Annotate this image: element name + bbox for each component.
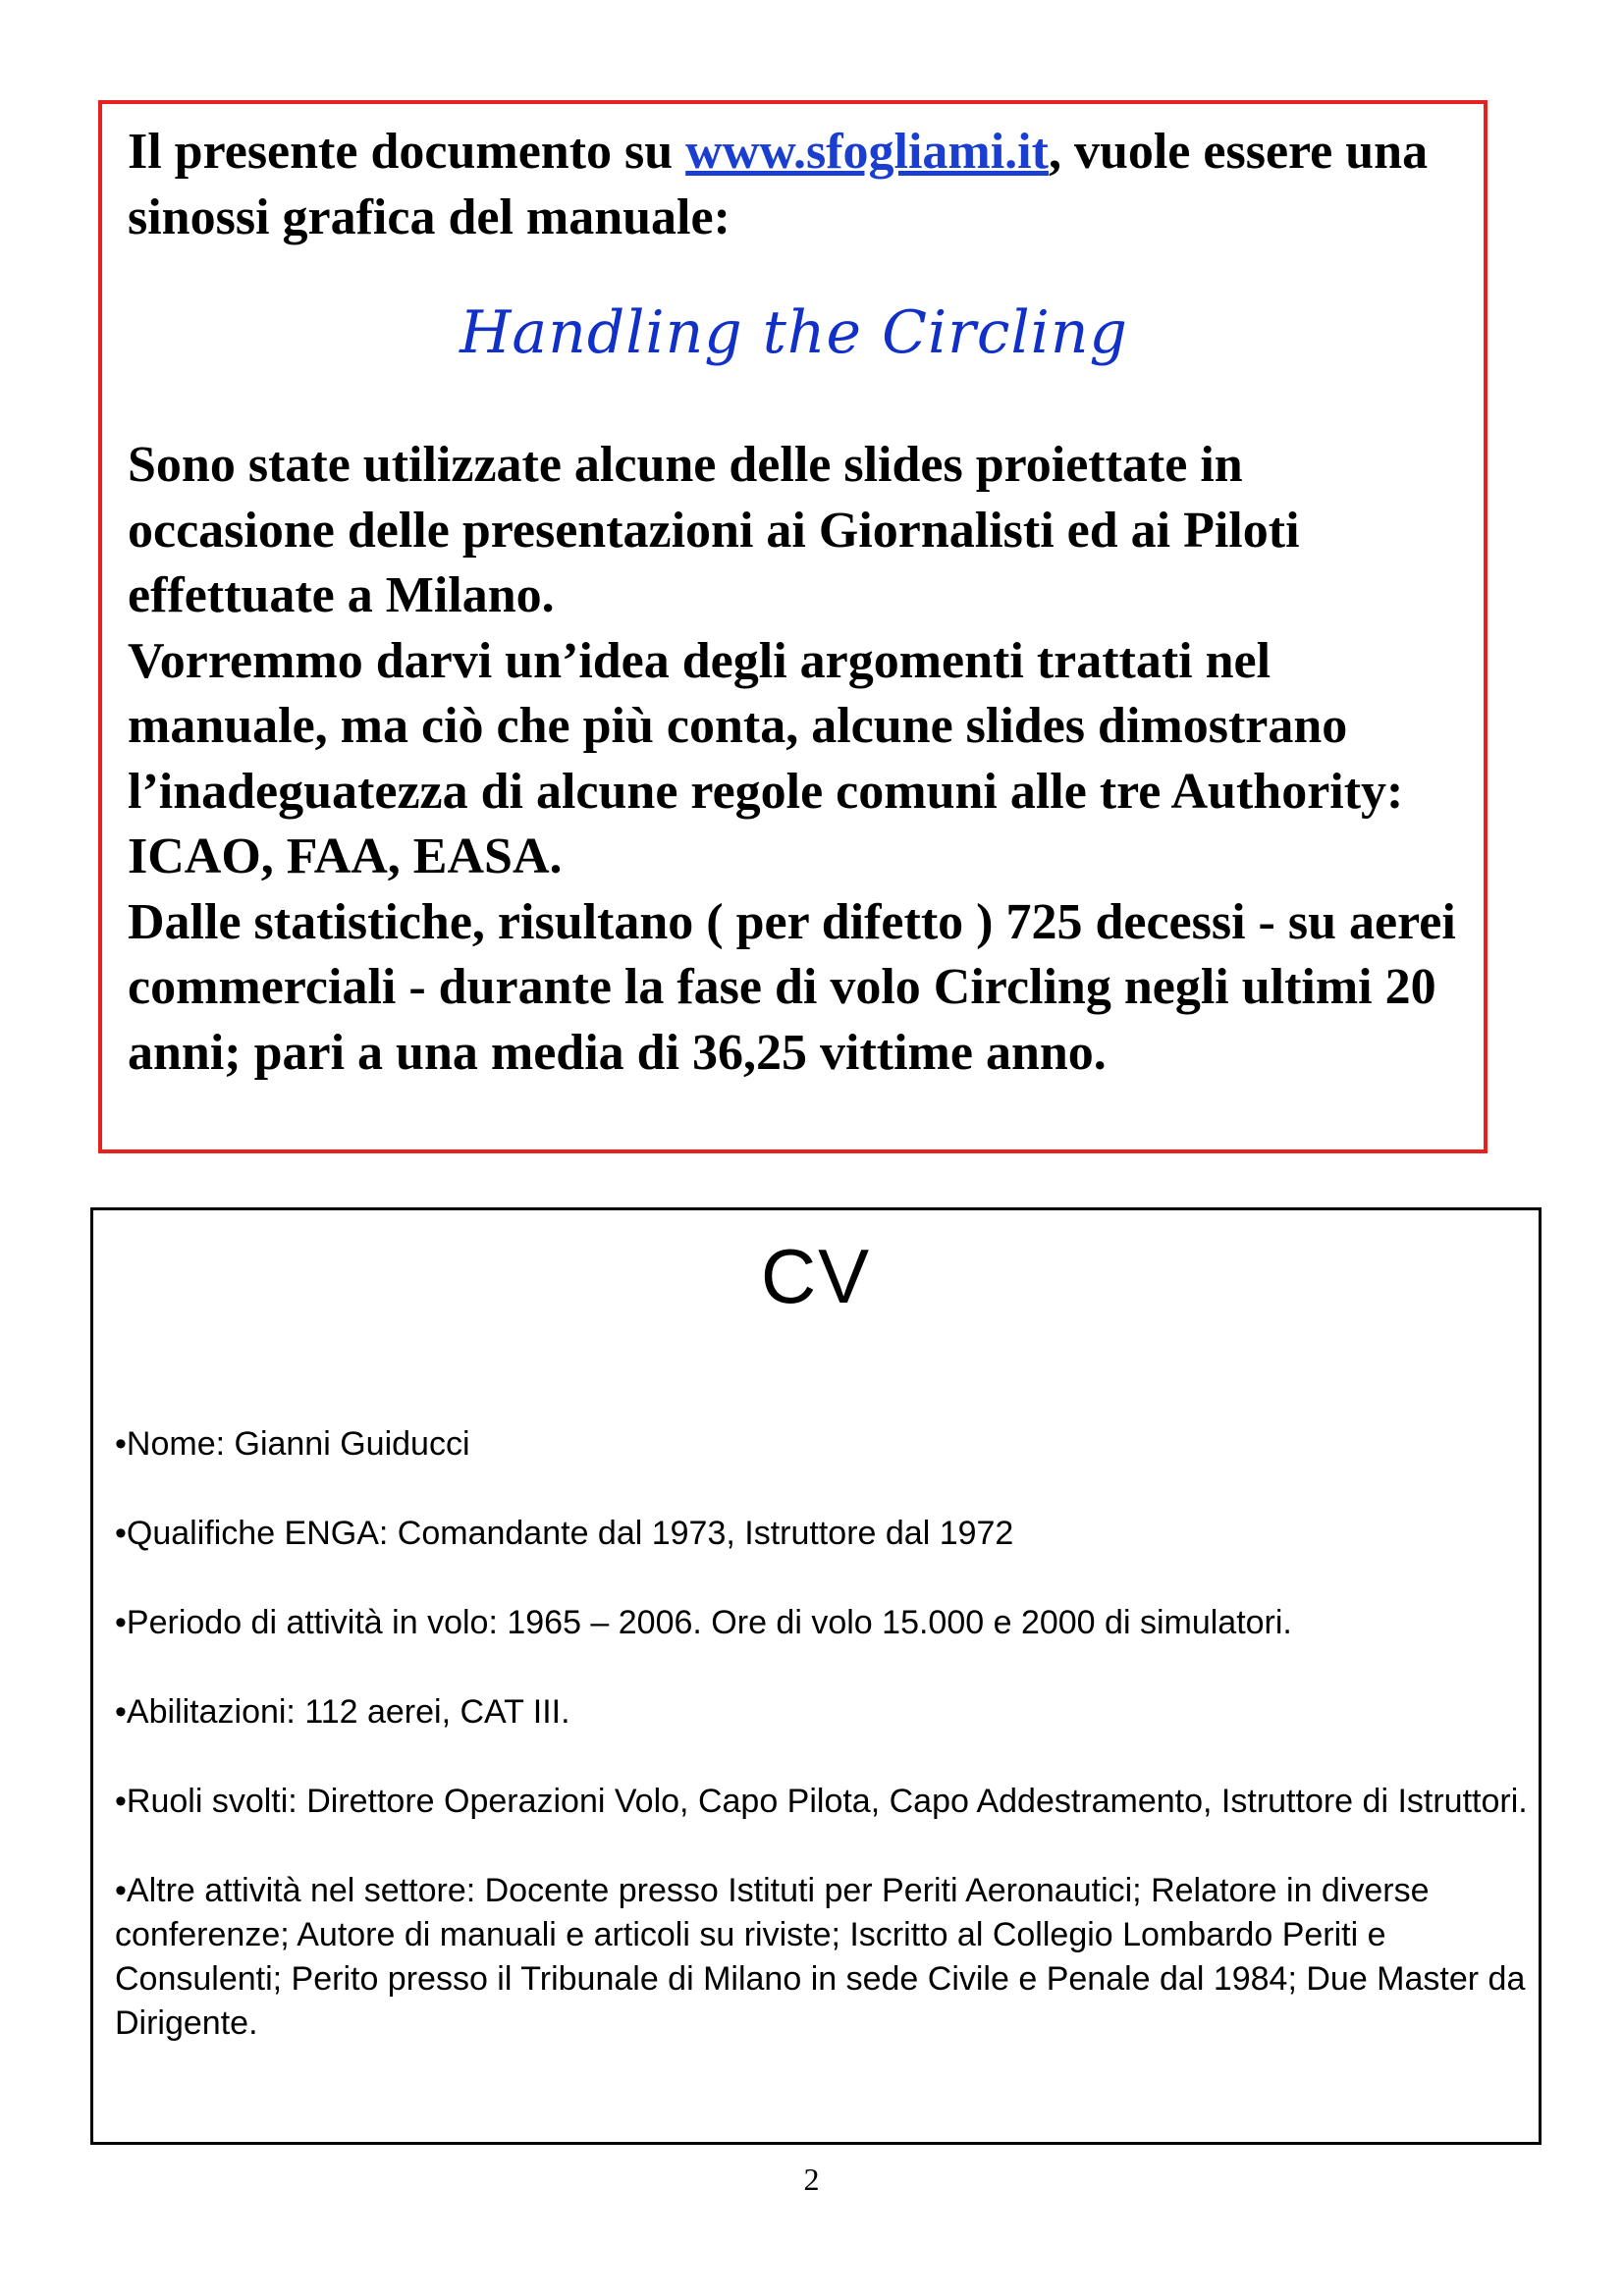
cv-item-ratings: • Abilitazioni: 112 aerei, CAT III. [115, 1690, 1535, 1735]
cv-item-other-activities: • Altre attività nel settore: Docente presso Istituti per Periti Aeronautici; Relatore in diverse conferenze; Autore di manuali e articoli su riviste; Iscritto al Collegio Lombardo Periti e Consulenti; Perito presso il Tribunale di Milano in sede Civile e Penale dal 1984; Due Master da Dirigente. [115, 1869, 1535, 2046]
manual-title: Handling the Circling [460, 298, 1128, 367]
intro-lead [128, 120, 1460, 250]
intro-paragraph-1: Sono state utilizzate alcune delle slides proiettate in occasione delle presentazioni ai Giornalisti ed ai Piloti effettuate a Milano. [128, 437, 1300, 623]
cv-item-flight-period: • Periodo di attività in volo: 1965 – 2006. Ore di volo 15.000 e 2000 di simulatori. [115, 1601, 1535, 1645]
cv-title: CV [760, 1233, 872, 1319]
intro-paragraph-3: Dalle statistiche, risultano ( per difetto ) 725 decessi - su aerei commerciali - durante la fase di volo Circling negli ultimi 20 anni; pari a una media di 36,25 vittime anno. [128, 893, 1456, 1081]
cv-slide [90, 1207, 1542, 2145]
cv-item-name: • Nome: Gianni Guiducci [115, 1422, 1535, 1467]
cv-item-qualifications: • Qualifiche ENGA: Comandante dal 1973, Istruttore dal 1972 [115, 1512, 1535, 1556]
intro-paragraph-2: Vorremmo darvi un’idea degli argomenti trattati nel manuale, ma ciò che più conta, alcune slides dimostrano l’inadeguatezza di alcune regole comuni alle tre Authority: ICAO, FAA, EASA. [128, 632, 1404, 884]
cv-list [115, 1422, 1535, 2091]
intro-lead-text: Il presente documento su [128, 124, 686, 180]
intro-box [98, 100, 1488, 1153]
page-number: 2 [803, 2162, 820, 2197]
cv-item-roles: • Ruoli svolti: Direttore Operazioni Volo, Capo Pilota, Capo Addestramento, Istruttore di Istruttori. [115, 1780, 1535, 1824]
sfogliami-link[interactable]: www.sfogliami.it [685, 124, 1049, 180]
intro-lead-end-text: , vuole essere una sinossi grafica del manuale: [128, 124, 1429, 245]
